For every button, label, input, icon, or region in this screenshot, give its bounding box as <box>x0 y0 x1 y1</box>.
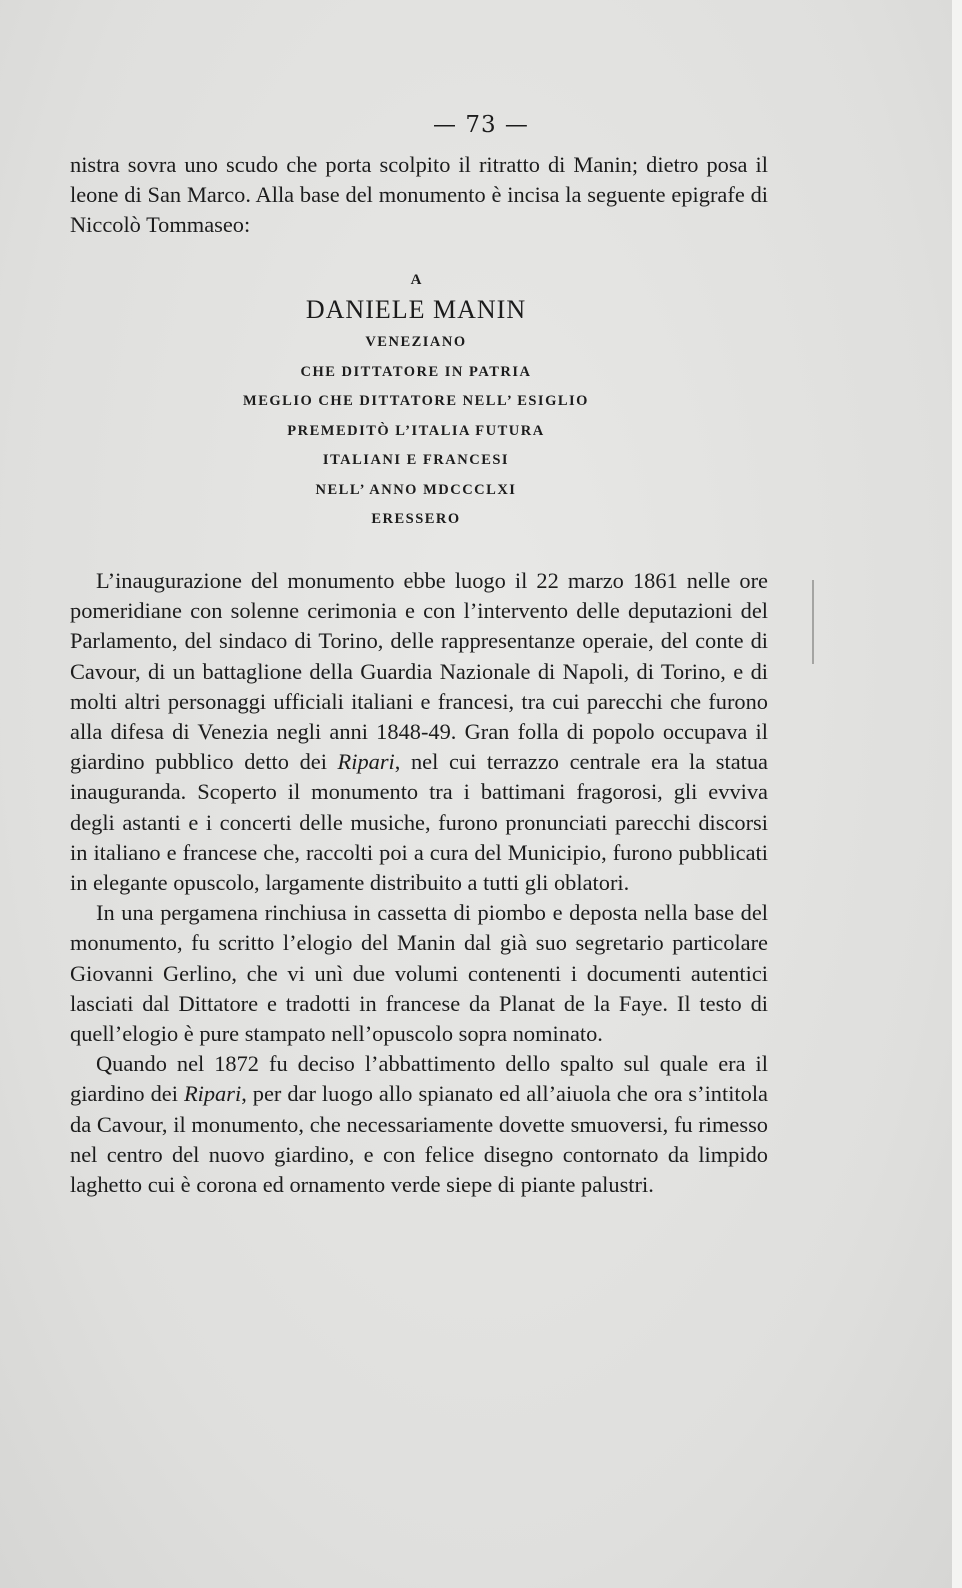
page-edge <box>952 0 962 1588</box>
paragraph-text: Quando nel 1872 fu deciso l’abbattimento dello spalto sul quale era il giardino dei <box>70 1051 768 1107</box>
epigraph-line: VENEZIANO <box>365 334 467 350</box>
paragraph-parchment: In una pergamena rinchiusa in cassetta di piombo e deposta nella base del monumento, fu scritto l’elogio del Manin dal già suo segretario particolare Giovanni Gerlino, che vi unì due volumi contenenti i documenti autentici lasciati dal Dittatore e tradotti in francese da Planat de la Faye. Il testo di quell’elogio è pure stampato nell’opuscolo sopra nominato. <box>70 900 768 1047</box>
body-text <box>70 566 768 1200</box>
epigraph-line: NELL’ ANNO MDCCCLXI <box>315 481 517 498</box>
paragraph-relocation <box>70 1049 768 1200</box>
italic-term: Ripari <box>337 749 395 775</box>
epigraph-line: CHE DITTATORE IN PATRIA <box>300 363 532 380</box>
epigraph-line: ERESSERO <box>371 511 461 527</box>
intro-text <box>70 150 768 241</box>
epigraph-line: PREMEDITÒ L’ITALIA FUTURA <box>287 422 545 439</box>
intro-paragraph: nistra sovra uno scudo che porta scolpito il ritratto di Manin; dietro posa il leone di San Marco. Alla base del monumento è incisa la seguente epigrafe di Niccolò Tommaseo: <box>70 152 768 238</box>
epigraph-line: ITALIANI E FRANCESI <box>322 452 510 468</box>
epigraph-name: DANIELE MANIN <box>305 295 527 324</box>
margin-pencil-mark <box>812 580 814 664</box>
epigraph-dedication: A <box>410 272 422 288</box>
paragraph-text: , nel cui terrazzo centrale era la statua inauguranda. Scoperto il monumento tra i battimani fragorosi, gli evviva degli astanti e i concerti delle musiche, furono pronunciati parecchi discorsi in italiano e francese che, raccolti poi a cura del Municipio, furono pubblicati in elegante opuscolo, largamente distribuito a tutti gli oblatori. <box>70 749 768 896</box>
italic-term: Ripari <box>183 1081 242 1107</box>
epigraph-line: MEGLIO CHE DITTATORE NELL’ ESIGLIO <box>243 393 589 409</box>
epigraph <box>0 270 832 535</box>
paragraph-text: , per dar luogo allo spianato ed all’aiuola che ora s’intitola da Cavour, il monumento, che necessariamente dovette smuoversi, fu rimesso nel centro del nuovo giardino, e con felice disegno contornato da limpido laghetto cui è corona ed ornamento verde siepe di piante palustri. <box>70 1081 768 1198</box>
paragraph-inauguration <box>70 566 768 898</box>
paragraph-text: L’inaugurazione del monumento ebbe luogo il 22 marzo 1861 nelle ore pomeridiane con solenne cerimonia e con l’intervento delle deputazioni del Parlamento, del sindaco di Torino, delle rappresentanze operaie, del conte di Cavour, di un battaglione della Guardia Nazionale di Napoli, di Torino, e di molti altri personaggi ufficiali italiani e francesi, tra cui parecchi che furono alla difesa di Venezia negli anni 1848-49. Gran folla di popolo occupava il giardino pubblico detto dei <box>70 568 768 775</box>
page-number: — 73 — <box>433 112 529 138</box>
